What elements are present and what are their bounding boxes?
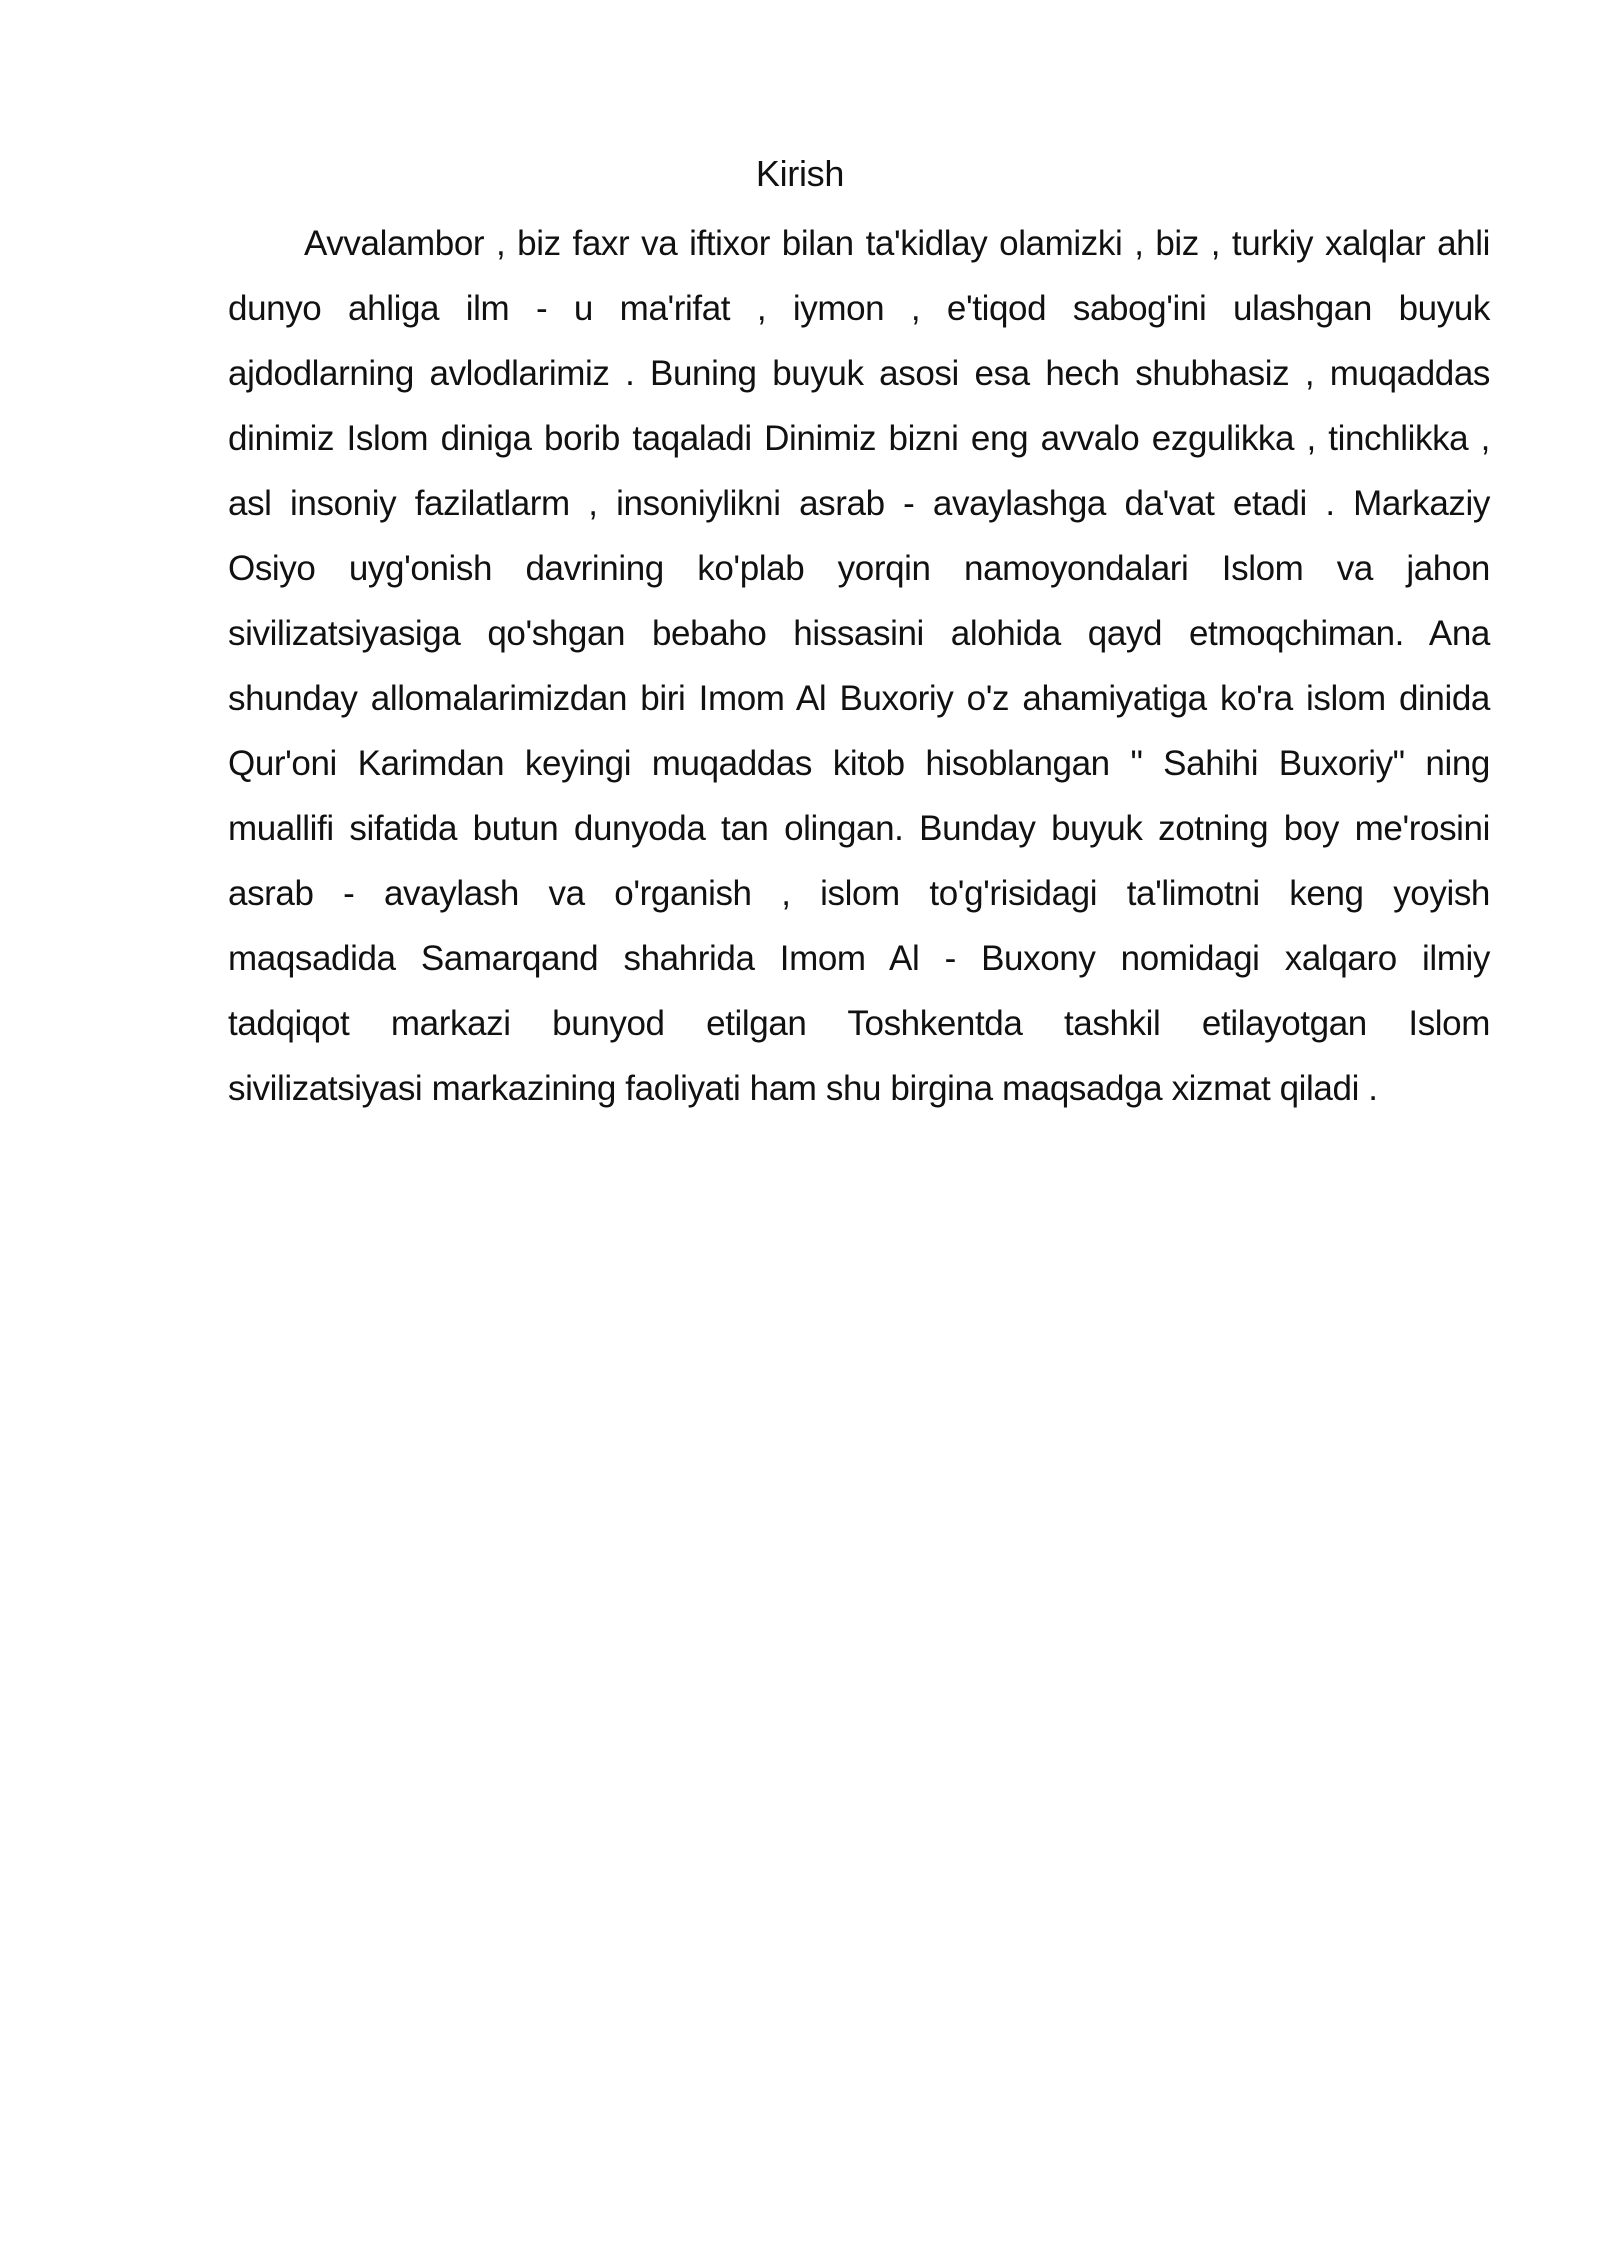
- paragraph-line-4: dinimiz Islom diniga borib taqaladi Dinimiz bizni eng avvalo ezgulikka , tinchlikka ,: [228, 419, 1490, 458]
- paragraph-line-14: sivilizatsiyasi markazining faoliyati ham shu birgina maqsadga xizmat qiladi .: [228, 1069, 1378, 1108]
- paragraph-line-2: dunyo ahliga ilm - u ma'rifat , iymon , e'tiqod sabog'ini ulashgan buyuk: [228, 289, 1490, 328]
- paragraph-line-3: ajdodlarning avlodlarimiz . Buning buyuk asosi esa hech shubhasiz , muqaddas: [228, 354, 1490, 393]
- paragraph-line-1: Avvalambor , biz faxr va iftixor bilan ta'kidlay olamizki , biz , turkiy xalqlar ahli: [304, 224, 1490, 263]
- paragraph-line-11: asrab - avaylash va o'rganish , islom to'g'risidagi ta'limotni keng yoyish: [228, 874, 1490, 913]
- paragraph-line-12: maqsadida Samarqand shahrida Imom Al - Buxony nomidagi xalqaro ilmiy: [228, 939, 1490, 978]
- body-paragraph: [228, 222, 1490, 1132]
- paragraph-line-13: tadqiqot markazi bunyod etilgan Toshkentda tashkil etilayotgan Islom: [228, 1004, 1490, 1043]
- paragraph-line-10: muallifi sifatida butun dunyoda tan olingan. Bunday buyuk zotning boy me'rosini: [228, 809, 1490, 848]
- paragraph-line-6: Osiyo uyg'onish davrining ko'plab yorqin namoyondalari Islom va jahon: [228, 549, 1490, 588]
- paragraph-line-9: Qur'oni Karimdan keyingi muqaddas kitob hisoblangan " Sahihi Buxoriy" ning: [228, 744, 1490, 783]
- document-heading: Kirish: [755, 153, 845, 194]
- paragraph-line-5: asl insoniy fazilatlarm , insoniylikni asrab - avaylashga da'vat etadi . Markaziy: [228, 484, 1490, 523]
- paragraph-line-8: shunday allomalarimizdan biri Imom Al Buxoriy o'z ahamiyatiga ko'ra islom dinida: [228, 679, 1490, 718]
- paragraph-line-7: sivilizatsiyasiga qo'shgan bebaho hissasini alohida qayd etmoqchiman. Ana: [228, 614, 1490, 653]
